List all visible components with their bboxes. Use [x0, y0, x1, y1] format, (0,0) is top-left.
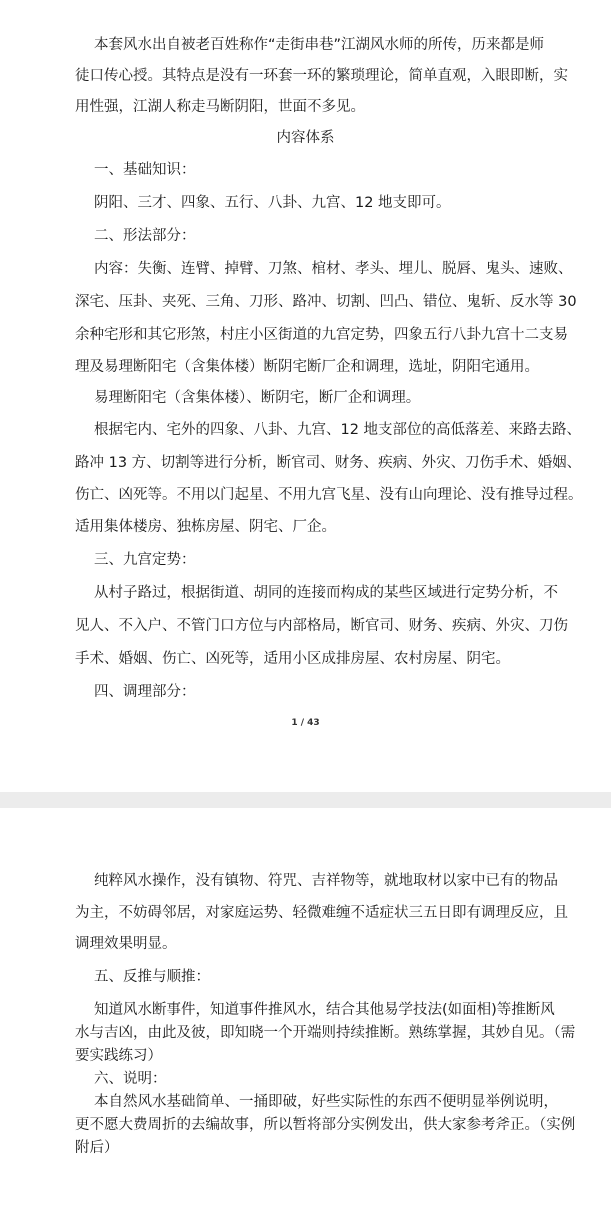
paragraph-line: 易理断阳宅（含集体楼）、断阴宅，断厂企和调理。	[94, 390, 421, 406]
paragraph-line: 手术、婚姻、伤亡、凶死等，适用小区成排房屋、农村房屋、阴宅。	[75, 651, 510, 667]
paragraph-line: 用性强，江湖人称走马断阴阳，世面不多见。	[75, 99, 365, 115]
heading-line: 六、说明：	[94, 1071, 167, 1087]
heading-line: 五、反推与顺推：	[94, 969, 210, 985]
heading-line: 一、基础知识：	[94, 162, 196, 178]
heading-line: 四、调理部分：	[94, 684, 196, 700]
paragraph-line: 内容：失衡、连臂、掉臂、刀煞、棺材、孝头、埋儿、脱唇、鬼头、速败、	[94, 261, 573, 277]
paragraph-line: 深宅、压卦、夹死、三角、刀形、路冲、切割、凹凸、错位、鬼斩、反水等 30	[75, 294, 577, 310]
paragraph-line: 水与吉凶，由此及彼，即知晓一个开端则持续推断。熟练掌握，其妙自见。（需	[75, 1025, 576, 1041]
paragraph-line: 徒口传心授。其特点是没有一环套一环的繁琐理论，简单直观，入眼即断，实	[75, 68, 568, 84]
paragraph-line: 调理效果明显。	[75, 936, 177, 952]
paragraph-line: 余种宅形和其它形煞，村庄小区街道的九宫定势，四象五行八卦九宫十二支易	[75, 327, 568, 343]
page-number: 1 / 43	[291, 718, 320, 728]
paragraph-line: 纯粹风水操作，没有镇物、符咒、吉祥物等，就地取材以家中已有的物品	[94, 873, 558, 889]
document-page-2	[0, 808, 611, 1228]
paragraph-line: 更不愿大费周折的去编故事，所以暂将部分实例发出，供大家参考斧正。（实例	[75, 1117, 576, 1133]
paragraph-line: 本自然风水基础简单、一捅即破，好些实际性的东西不便明显举例说明，	[94, 1094, 558, 1110]
paragraph-line: 理及易理断阳宅（含集体楼）断阴宅断厂企和调理，选址，阴阳宅通用。	[75, 359, 539, 375]
paragraph-line: 附后）	[75, 1140, 119, 1156]
paragraph-line: 从村子路过，根据街道、胡同的连接而构成的某些区域进行定势分析，不	[94, 585, 558, 601]
paragraph-line: 知道风水断事件，知道事件推风水，结合其他易学技法(如面相)等推断风	[94, 1002, 555, 1018]
paragraph-line: 阴阳、三才、四象、五行、八卦、九宫、12 地支即可。	[94, 195, 451, 211]
heading-line: 三、九宫定势：	[94, 552, 196, 568]
section-title: 内容体系	[276, 130, 335, 146]
paragraph-line: 根据宅内、宅外的四象、八卦、九宫、12 地支部位的高低落差、来路去路、	[94, 422, 582, 438]
paragraph-line: 适用集体楼房、独栋房屋、阴宅、厂企。	[75, 519, 336, 535]
heading-line: 二、形法部分：	[94, 228, 196, 244]
paragraph-line: 为主，不妨碍邻居，对家庭运势、轻微难缠不适症状三五日即有调理反应，且	[75, 905, 568, 921]
paragraph-line: 见人、不入户、不管门口方位与内部格局，断官司、财务、疾病、外灾、刀伤	[75, 618, 568, 634]
paragraph-line: 本套风水出自被老百姓称作“走街串巷”江湖风水师的所传，历来都是师	[94, 37, 545, 53]
paragraph-line: 要实践练习）	[75, 1048, 162, 1064]
paragraph-line: 路冲 13 方、切割等进行分析，断官司、财务、疾病、外灾、刀伤手术、婚姻、	[75, 455, 582, 471]
paragraph-line: 伤亡、凶死等。不用以门起星、不用九宫飞星、没有山向理论、没有推导过程。	[75, 487, 583, 503]
